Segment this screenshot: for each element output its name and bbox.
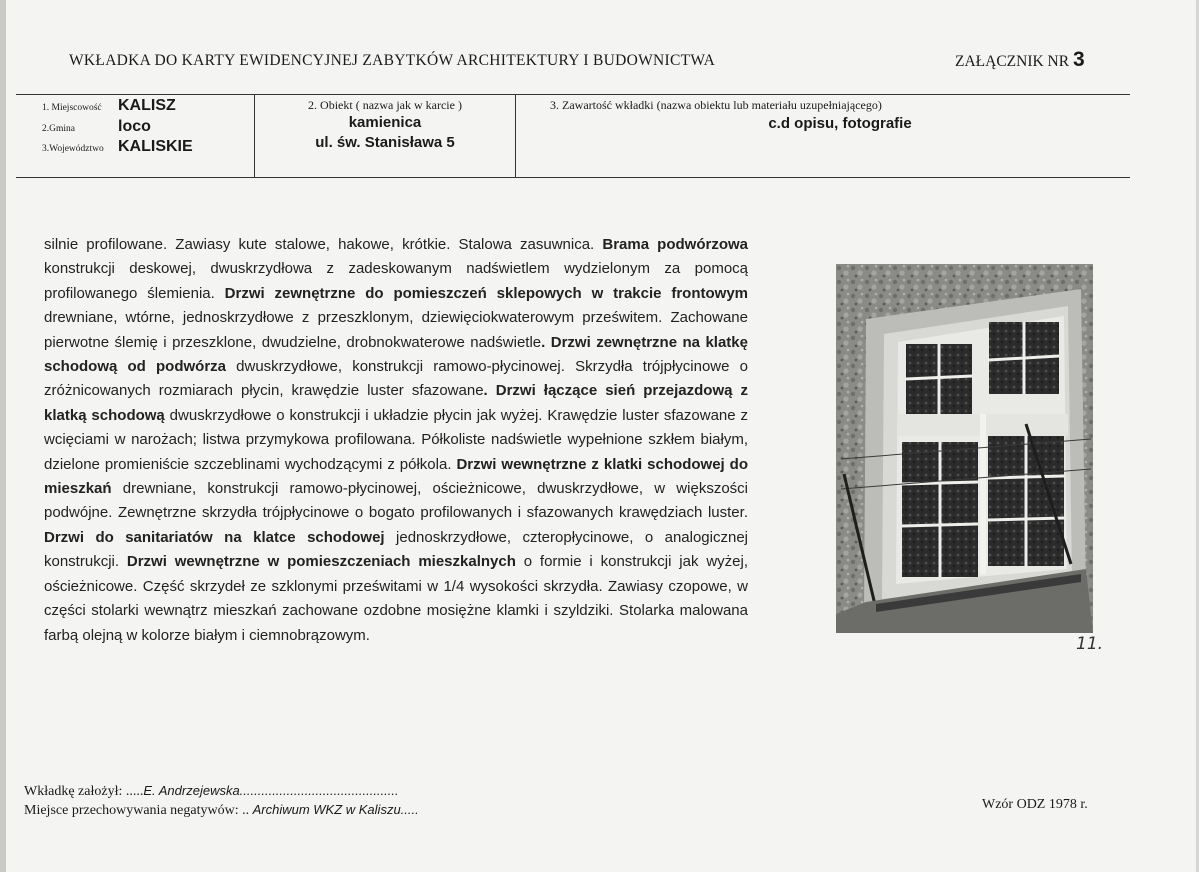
voivodeship-value: KALISKIE (118, 138, 193, 155)
voivodeship-label: 3.Województwo (42, 144, 104, 154)
table-divider-2 (515, 95, 516, 177)
author-label: Wkładkę założył: ..... (24, 784, 144, 799)
town-field (42, 97, 176, 115)
negatives-field (24, 802, 419, 819)
table-top-rule (16, 94, 1130, 95)
town-value: KALISZ (118, 97, 176, 114)
annex-label (955, 48, 1085, 72)
negatives-value: Archiwum WKZ w Kaliszu..... (252, 802, 419, 817)
scan-edge-left (0, 0, 6, 872)
contents-value: c.d opisu, fotografie (768, 115, 912, 132)
annex-number: 3 (1072, 48, 1085, 71)
negatives-label: Miejsce przechowywania negatywów: .. (24, 803, 253, 818)
form-pattern: Wzór ODZ 1978 r. (982, 797, 1088, 812)
description-run: dwuskrzydłowe, konstrukcji ramowo-płycinowej. Skrzydła trójpłycinowe o zróżnicowanych rozmiarach płycin, krawędzie luster sfazowane (44, 358, 748, 400)
object-name: kamienica (348, 114, 422, 131)
description-heading: Drzwi wewnętrzne z klatki schodowej do mieszkań (44, 455, 748, 498)
table-bottom-rule (16, 177, 1130, 178)
description-heading: . Drzwi zewnętrzne na klatkę schodową od podwórza (44, 333, 748, 376)
commune-label: 2.Gmina (42, 124, 75, 134)
table-divider-1 (254, 95, 255, 177)
author-value: E. Andrzejewska............................................ (143, 783, 399, 798)
description-run: o formie i konstrukcji jak wyżej, ościeżnicowe. Część skrzydeł ze szklonymi prześwitami w 1/4 wysokości skrzydła. Zawiasy czopowe, w części stolarki wewnątrz mieszkań zachowane ozdobne mosiężne klamki i szyldziki. Stolarka malowana farbą olejną w kolorze białym i ciemnobrązowym. (44, 553, 748, 644)
object-address: ul. św. Stanisława 5 (315, 134, 455, 151)
object-field (256, 98, 514, 153)
commune-value: loco (118, 118, 151, 135)
description-run: silnie profilowane. Zawiasy kute stalowe, hakowe, krótkie. Stalowa zasuwnica. (44, 236, 603, 253)
commune-field (42, 118, 151, 136)
description-run: dwuskrzydłowe o konstrukcji i układzie płycin jak wyżej. Krawędzie luster sfazowane z wcięciami w narożach; listwa przymykowa profilowana. Półkoliste nadświetle wypełnione szkłem białym, dzielone promieniście szczeblinami wychodzącymi z półkola. (44, 406, 748, 473)
object-label: 2. Obiekt ( nazwa jak w karcie ) (308, 98, 462, 112)
description-run: drewniane, konstrukcji ramowo-płycinowej, ościeżnicowe, dwuskrzydłowe, w większości podwójne. Zewnętrzne skrzydła trójpłycinowe o bogato profilowanych i sfazowanych krawędziach luster. (44, 480, 748, 522)
description-paragraph (44, 233, 748, 648)
description-heading: Drzwi zewnętrzne do pomieszczeń sklepowych w trakcie frontowym (224, 284, 749, 302)
annex-label-text: ZAŁĄCZNIK NR (955, 53, 1070, 70)
description-run: jednoskrzydłowe, czteropłycinowe, o analogicznej konstrukcji. (44, 528, 748, 571)
description-heading: Drzwi wewnętrzne w pomieszczeniach mieszkalnych (126, 553, 516, 571)
voivodeship-field (42, 138, 193, 156)
description-run: drewniane, wtórne, jednoskrzydłowe z przeszklonym, dziewięciokwaterowym prześwitem. Zachowane pierwotne ślemię i przeszklone, dwudzielne, drobnokwaterowe nadświetle (44, 309, 748, 351)
description-heading: . Drzwi łączące sień przejazdową z klatką schodową (44, 382, 748, 424)
description-run: konstrukcji deskowej, dwuskrzydłowa z zadeskowanym nadświetlem wydzielonym za pomocą profilowanego ślemienia. (44, 260, 748, 302)
photo-number: 11. (1076, 634, 1104, 654)
window-photograph (836, 264, 1093, 633)
description-heading: Brama podwórzowa (602, 236, 749, 253)
town-label: 1. Miejscowość (42, 103, 102, 113)
author-field (24, 783, 399, 800)
description-text (44, 233, 748, 648)
form-title: WKŁADKA DO KARTY EWIDENCYJNEJ ZABYTKÓW ARCHITEKTURY I BUDOWNICTWA (69, 52, 716, 69)
description-heading: Drzwi do sanitariatów na klatce schodowej (44, 528, 385, 546)
contents-label: 3. Zawartość wkładki (nazwa obiektu lub materiału uzupełniającego) (550, 98, 882, 112)
